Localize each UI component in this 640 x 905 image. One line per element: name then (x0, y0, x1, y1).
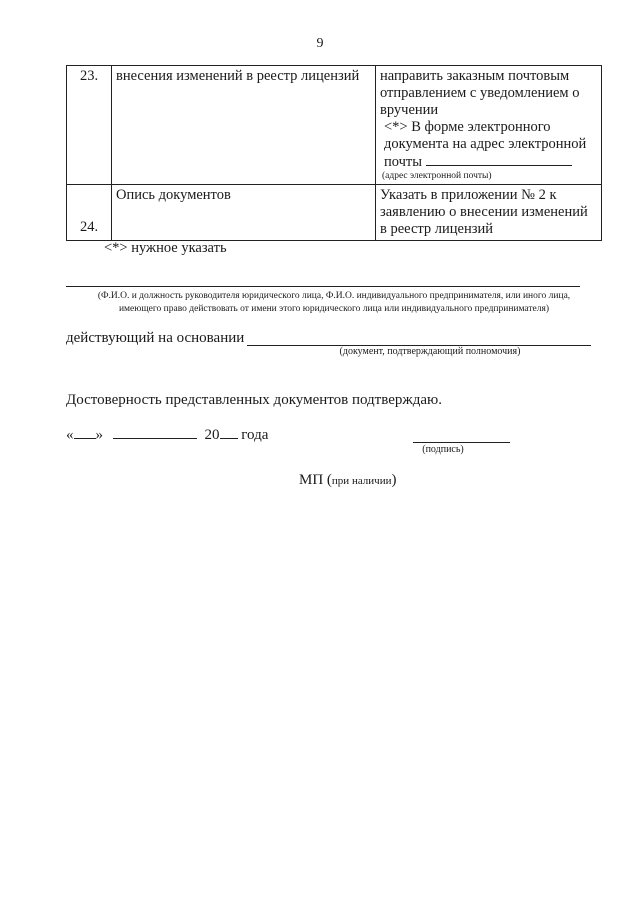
row-number: 24. (67, 185, 112, 241)
month-blank (113, 438, 197, 439)
row-action (376, 66, 602, 185)
date-close-quote: » (95, 427, 103, 443)
row-number: 23. (67, 66, 112, 185)
electronic-option-text: <*> В форме электронного документа на адрес электронной почты (384, 119, 587, 170)
footnote: <*> нужное указать (104, 240, 227, 256)
documents-table (66, 65, 602, 241)
email-caption: (адрес электронной почты) (382, 171, 492, 181)
row-name: Опись документов (112, 185, 376, 241)
email-field-line (426, 153, 572, 166)
signatory-line (66, 286, 580, 287)
year-blank (220, 438, 238, 439)
page-number: 9 (316, 36, 324, 51)
year-suffix: года (241, 427, 269, 443)
table-row (67, 185, 602, 241)
stamp-place: МП (при наличии) (299, 472, 397, 488)
date-open-quote: « (66, 427, 74, 443)
year-prefix: 20 (204, 427, 220, 443)
confirmation-text: Достоверность представленных документов подтверждаю. (66, 392, 442, 408)
signatory-caption (66, 290, 602, 316)
row-action: Указать в приложении № 2 к заявлению о внесении изменений в реестр лицензий (376, 185, 602, 241)
basis-label: действующий на основании (66, 330, 245, 346)
signatory-caption-line2: имеющего право действовать от имени этого юридического лица или индивидуального предпринимателя) (118, 304, 550, 314)
table-row (67, 66, 602, 185)
row-name: внесения изменений в реестр лицензий (112, 66, 376, 185)
stamp-label: МП (299, 472, 324, 488)
day-blank (74, 438, 96, 439)
date-block (66, 427, 268, 444)
basis-caption: (документ, подтверждающий полномочия) (339, 346, 521, 357)
stamp-note: при наличии (331, 475, 392, 487)
action-text-electronic (380, 119, 597, 171)
signature-caption: (подпись) (422, 444, 464, 455)
signatory-caption-line1: (Ф.И.О. и должность руководителя юридического лица, Ф.И.О. индивидуального предпринимателя, или иного лица, (97, 291, 571, 301)
action-text: направить заказным почтовым отправлением с уведомлением о вручении (380, 68, 580, 118)
